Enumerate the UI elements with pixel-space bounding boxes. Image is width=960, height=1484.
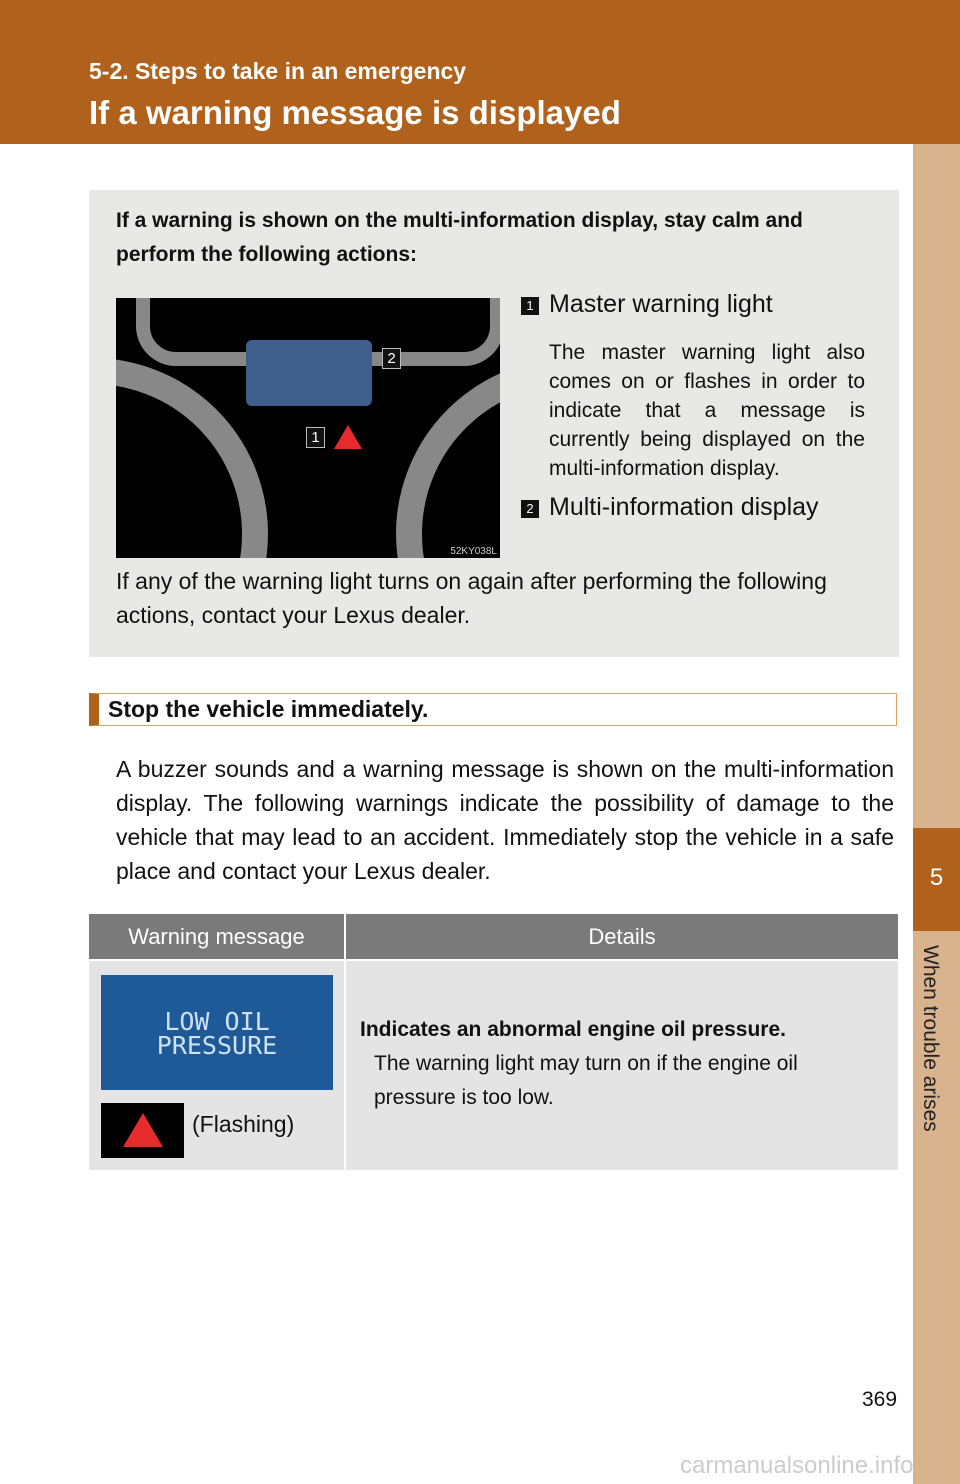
callout-2-label — [521, 493, 819, 522]
low-oil-pressure-display — [101, 975, 333, 1090]
message-line: PRESSURE — [156, 1031, 278, 1060]
section-heading — [89, 693, 897, 726]
chapter-tab[interactable]: 5 — [913, 828, 960, 931]
image-code: 52KY038L — [450, 546, 497, 557]
chapter-sidebar — [913, 144, 960, 1484]
warning-triangle-icon — [334, 425, 362, 449]
master-warning-icon — [101, 1103, 184, 1158]
callout-2-marker: 2 — [382, 348, 401, 369]
display-screen — [246, 340, 372, 406]
details-heading: Indicates an abnormal engine oil pressure. — [360, 1018, 786, 1041]
instrument-cluster-image — [116, 298, 500, 558]
callout-label-text: Master warning light — [549, 290, 773, 318]
intro-text: If a warning is shown on the multi-information display, stay calm and perform the following actions: — [116, 209, 803, 266]
callout-1-label — [521, 290, 773, 319]
after-text: If any of the warning light turns on again after performing the following actions, contact your Lexus dealer. — [116, 568, 827, 628]
column-header-warning: Warning message — [89, 914, 344, 959]
intro-box — [89, 190, 899, 657]
callout-label-text: Multi-information display — [549, 493, 819, 521]
section-heading-text: Stop the vehicle immediately. — [108, 696, 429, 722]
callout-1-description: The master warning light also comes on or flashes in order to indicate that a message is currently being displayed on the multi-information display. — [549, 341, 865, 480]
callout-number: 2 — [521, 500, 539, 518]
table-cell-message — [89, 961, 344, 1170]
page-title: If a warning message is displayed — [89, 94, 621, 131]
details-text: The warning light may turn on if the engine oil pressure is too low. — [374, 1052, 798, 1109]
column-header-details: Details — [346, 914, 898, 959]
section-body: A buzzer sounds and a warning message is shown on the multi-information display. The following warnings indicate the possibility of damage to the vehicle that may lead to an accident. Immediately stop the vehicle in a safe place and contact your Lexus dealer. — [116, 756, 894, 884]
watermark: carmanualsonline.info — [680, 1452, 914, 1479]
callout-number: 1 — [521, 297, 539, 315]
table-cell-details — [346, 961, 898, 1170]
section-breadcrumb: 5-2. Steps to take in an emergency — [89, 58, 467, 84]
message-line: LOW OIL — [164, 1007, 270, 1036]
page-number: 369 — [862, 1388, 898, 1411]
callout-1-marker: 1 — [306, 427, 325, 448]
indicator-state: (Flashing) — [192, 1111, 295, 1137]
chapter-title: When trouble arises — [919, 945, 942, 1132]
